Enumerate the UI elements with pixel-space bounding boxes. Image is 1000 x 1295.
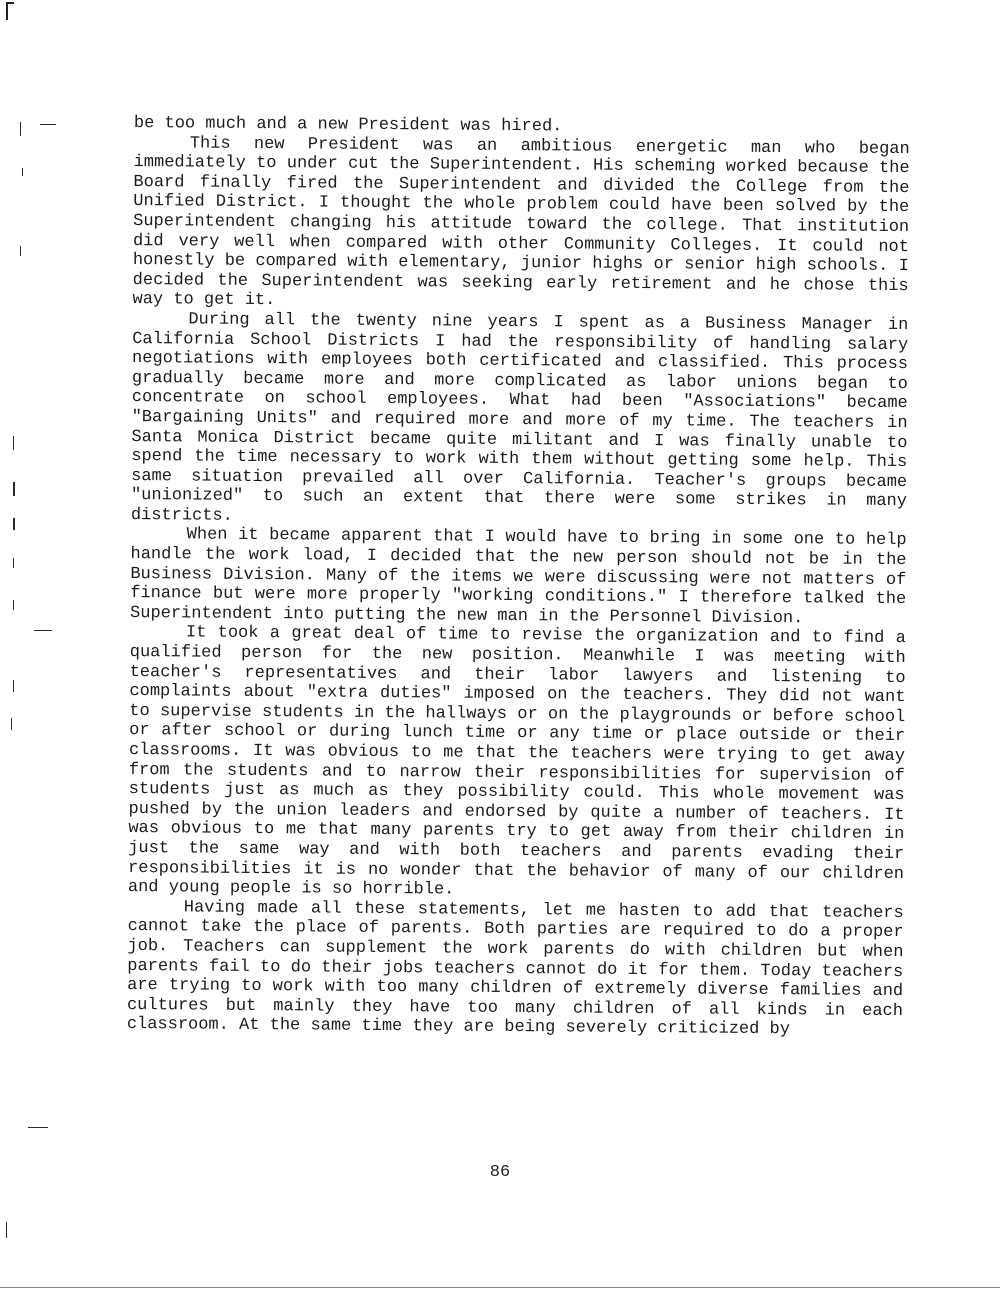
scan-corner-mark — [6, 2, 8, 20]
margin-mark — [13, 436, 14, 450]
margin-mark — [34, 630, 52, 631]
paragraph: During all the twenty nine years I spent as a Business Manager in California School Districts I had the responsibility of handling salary negotiations with employees both certificated and classified. This process gradually became more and more complicated as labor unions began to concentrate on school employees. What had been "Associations" became "Bargaining Units" and required more and more of my time. The teachers in Santa Monica District became quite militant and I was finally unable to spend the time necessary to work with them without getting some help. This same situation prevailed all over California. Teacher's groups became "unionized" to such an extent that there were some strikes in many districts. — [130, 310, 909, 526]
body-text — [127, 114, 910, 1041]
margin-mark — [6, 1222, 7, 1238]
margin-mark — [20, 246, 21, 256]
page-number: 86 — [489, 1163, 511, 1182]
margin-mark — [13, 558, 14, 568]
margin-mark — [11, 718, 12, 730]
paragraph: This new President was an ambitious energetic man who began immediately to under cut the Superintendent. His scheming worked because the Board finally fired the Superintendent and divided the College from the Unified District. I thought the whole problem could have been solved by the Superintendent changing his attitude toward the college. That institution did very well when compared with other Community Colleges. It could not honestly be compared with elementary, junior highs or senior high schools. I decided the Superintendent was seeking early retirement and he chose this way to get it. — [132, 134, 910, 311]
margin-mark — [28, 1127, 48, 1128]
margin-mark — [22, 168, 23, 176]
margin-mark — [20, 122, 21, 136]
paragraph: Having made all these statements, let me hasten to add that teachers cannot take the place of parents. Both parties are required to do a proper job. Teachers can supplement the work parents do with children but when parents fail to do their jobs teachers cannot do it for them. Today teachers are trying to work with too many children of extremely diverse families and cultures but mainly they have too many children of all kinds in each classroom. At the same time they are being severely criticized by — [126, 898, 904, 1040]
paragraph: It took a great deal of time to revise the organization and to find a qualified person for the new position. Meanwhile I was meeting with teacher's representatives and their labor lawyers and listening to complaints about "extra duties" imposed on the teachers. They did not want to supervise students in the hallways or on the playgrounds or before school or after school or during lunch time or any time or place outside or their classrooms. It was obvious to me that the teachers were trying to get away from the students and to narrow their responsibilities for supervision of students just as much as they possibility could. This whole movement was pushed by the union leaders and endorsed by quite a number of teachers. It was obvious to me that many parents try to get away from their children in just the same way and with both teachers and parents evading their responsibilities it is no wonder that the behavior of many of our children and young people is so horrible. — [127, 623, 906, 900]
scan-bottom-edge — [0, 1287, 1000, 1288]
paragraph: When it became apparent that I would have to bring in some one to help handle the work load, I decided that the new person should not be in the Business Division. Many of the items we were discussing were not matters of finance but were more properly "working conditions." I therefore talked the Superintendent into putting the new man in the Personnel Division. — [130, 525, 907, 629]
paragraph: be too much and a new President was hired. — [133, 114, 563, 137]
margin-mark — [13, 600, 14, 610]
margin-mark — [13, 680, 14, 692]
margin-mark — [13, 518, 15, 530]
margin-mark — [13, 482, 15, 496]
margin-mark — [40, 124, 56, 125]
